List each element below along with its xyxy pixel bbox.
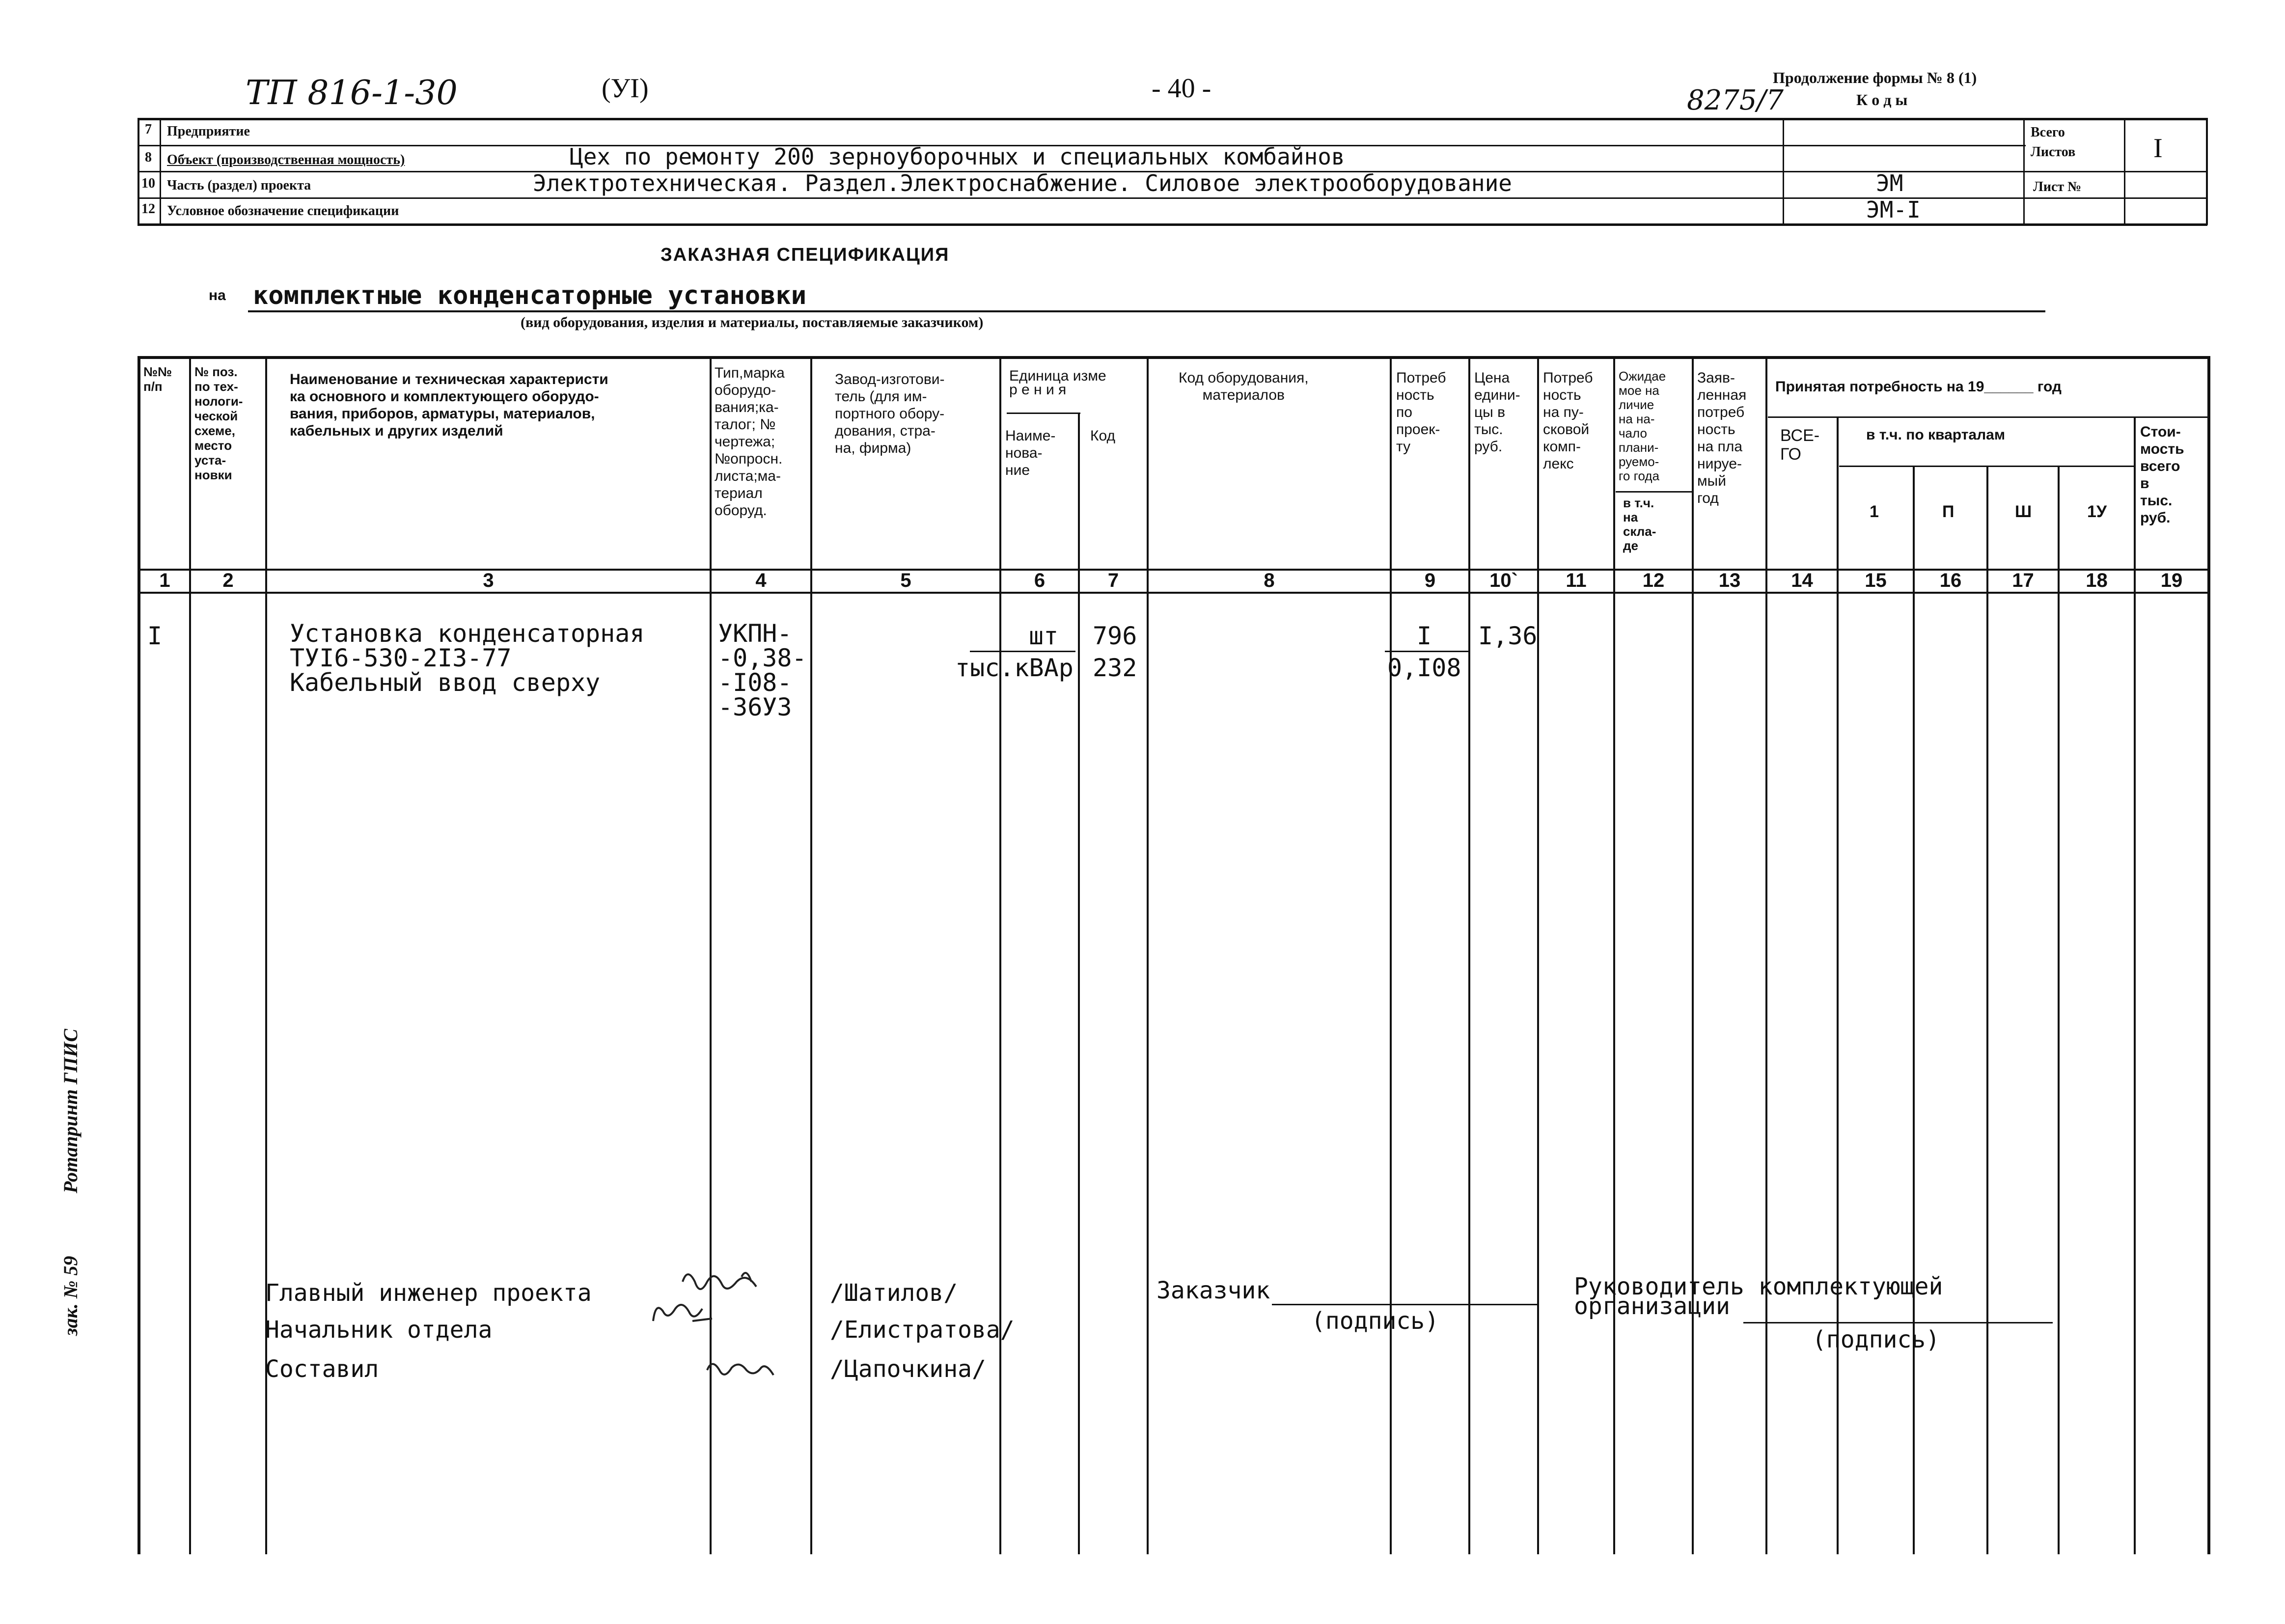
supplier-signature-hint: (подпись) [1812, 1326, 1940, 1353]
chief-engineer-name: /Шатилов/ [830, 1279, 958, 1307]
col-header-7: Код [1090, 428, 1116, 444]
unit-price-cell: I,36 [1478, 622, 1538, 650]
project-part-label: Часть (раздел) проекта [167, 178, 311, 193]
col-number: 15 [1865, 570, 1887, 591]
col-header-19: Стои- мость всего в тыс. руб. [2140, 424, 2184, 526]
col-number: 5 [900, 570, 911, 591]
codes-label: К о д ы [1856, 91, 1908, 109]
spec-on-label: на [209, 287, 226, 303]
col-number: 19 [2160, 570, 2183, 591]
col-header-16: П [1942, 502, 1955, 521]
object-label: Объект (производственная мощность) [167, 152, 405, 167]
col-header-17: Ш [2015, 502, 2032, 521]
col-header-6-7: Единица изме р е н и я [1009, 368, 1106, 398]
col-header-14: ВСЕ- ГО [1780, 426, 1820, 464]
col-number: 13 [1718, 570, 1741, 591]
total-sheets-label: Всего Листов [2031, 125, 2076, 160]
col-number: 11 [1566, 570, 1587, 591]
dept-head-name: /Елистратова/ [830, 1316, 1015, 1344]
customer-label: Заказчик [1156, 1277, 1270, 1304]
handwritten-signatures [638, 1262, 815, 1400]
dept-head-label: Начальник отдела [265, 1316, 493, 1344]
row-number: 8 [145, 150, 152, 165]
col-number: 12 [1642, 570, 1665, 591]
unit-name-cell: шт [1029, 622, 1059, 650]
page-number: - 40 - [1152, 73, 1211, 104]
col-header-8: Код оборудования, материалов [1179, 370, 1309, 403]
margin-stamp-order: зак. № 59 [59, 1256, 82, 1336]
col-number: 7 [1107, 570, 1119, 591]
col-number: 17 [2012, 570, 2034, 591]
item-name-cell: Установка конденсаторная ТУI6-530-2I3-77 Кабельный ввод сверху [290, 619, 645, 697]
row-number: 7 [145, 122, 152, 137]
unit-code-cell-2: 232 [1093, 654, 1137, 682]
col-header-12-stock: в т.ч. на скла- де [1623, 495, 1656, 553]
col-number: 9 [1424, 570, 1436, 591]
col-header-4: Тип,марка оборудо- вания;ка- талог; № чертежа; №опросн. листа;ма- териал оборуд. [715, 365, 785, 519]
customer-signature-hint: (подпись) [1311, 1307, 1439, 1335]
quantity-cell: I [1417, 622, 1432, 650]
col-number: 4 [755, 570, 767, 591]
project-part-value: Электротехническая. Раздел.Электроснабжение. Силовое электрооборудование [533, 170, 1512, 196]
row-number-cell: I [147, 622, 163, 650]
compiled-name: /Цапочкина/ [830, 1355, 986, 1383]
col-number: 8 [1264, 570, 1275, 591]
col-header-13: Заяв- ленная потреб ность на пла нируе- мый год [1697, 370, 1747, 506]
unit-code-cell: 796 [1093, 622, 1137, 650]
doc-code: ТП 816-1-30 [246, 74, 458, 112]
item-type-cell: УКПН- -0,38- -I08- -36У3 [718, 619, 807, 721]
col-number: 18 [2086, 570, 2108, 591]
col-header-18: 1У [2087, 502, 2107, 521]
unit-name-cell-2: тыс.кВАр [955, 654, 1074, 682]
section-label: (УI) [602, 73, 649, 104]
col-header-10: Цена едини- цы в тыс. руб. [1474, 370, 1520, 455]
sheet-number-label: Лист № [2033, 179, 2082, 194]
quantity-cell-2: 0,I08 [1387, 654, 1461, 682]
object-value: Цех по ремонту 200 зерноуборочных и специальных комбайнов [570, 143, 1345, 170]
spec-designation-code: ЭМ-I [1866, 196, 1921, 223]
project-part-code: ЭМ [1876, 170, 1903, 196]
enterprise-label: Предприятие [167, 124, 250, 139]
compiled-label: Составил [265, 1355, 379, 1383]
col-header-9: Потреб ность по проек- ту [1396, 370, 1446, 455]
col-number: 14 [1791, 570, 1813, 591]
col-header-11: Потреб ность на пу- сковой комп- лекс [1543, 370, 1593, 472]
col-header-15: 1 [1870, 502, 1879, 521]
col-number: 6 [1034, 570, 1046, 591]
col-number: 10` [1489, 570, 1518, 591]
margin-stamp: Ротапринт ГПИС [59, 1029, 82, 1193]
col-number: 3 [483, 570, 494, 591]
inventory-number: 8275/7 [1687, 84, 1784, 116]
col-header-accepted: Принятая потребность на 19______ год [1775, 379, 2062, 395]
supplier-head-label: Руководитель комплектующей организации [1574, 1273, 1943, 1320]
col-header-1: №№ п/п [143, 364, 172, 394]
row-number: 12 [141, 201, 155, 217]
continuation-label: Продолжение формы № 8 (1) [1773, 69, 1977, 86]
spec-subject-caption: (вид оборудования, изделия и материалы, поставляемые заказчиком) [521, 314, 984, 330]
col-header-3: Наименование и техническая характеристи ка основного и комплектующего оборудо- вания, приборов, арматуры, материалов, кабельных и других изделий [290, 371, 608, 439]
total-sheets-value: I [2153, 133, 2163, 164]
chief-engineer-label: Главный инженер проекта [265, 1279, 592, 1307]
col-header-quarters: в т.ч. по кварталам [1866, 427, 2006, 443]
col-number: 16 [1939, 570, 1962, 591]
spec-subject: комплектные конденсаторные установки [253, 281, 807, 310]
col-header-5: Завод-изготови- тель (для им- портного обору- дования, стра- на, фирма) [835, 371, 945, 456]
col-number: 2 [222, 570, 234, 591]
col-header-2: № поз. по тех- нологи- ческой схеме, место уста- новки [194, 364, 243, 482]
col-header-6: Наиме- нова- ние [1005, 428, 1056, 478]
spec-designation-label: Условное обозначение спецификации [167, 203, 399, 219]
row-number: 10 [141, 176, 155, 191]
col-number: 1 [159, 570, 170, 591]
spec-title: ЗАКАЗНАЯ СПЕЦИФИКАЦИЯ [661, 245, 950, 265]
col-header-12: Ожидае мое на личие на на- чало плани- руемо- го года [1619, 369, 1666, 483]
